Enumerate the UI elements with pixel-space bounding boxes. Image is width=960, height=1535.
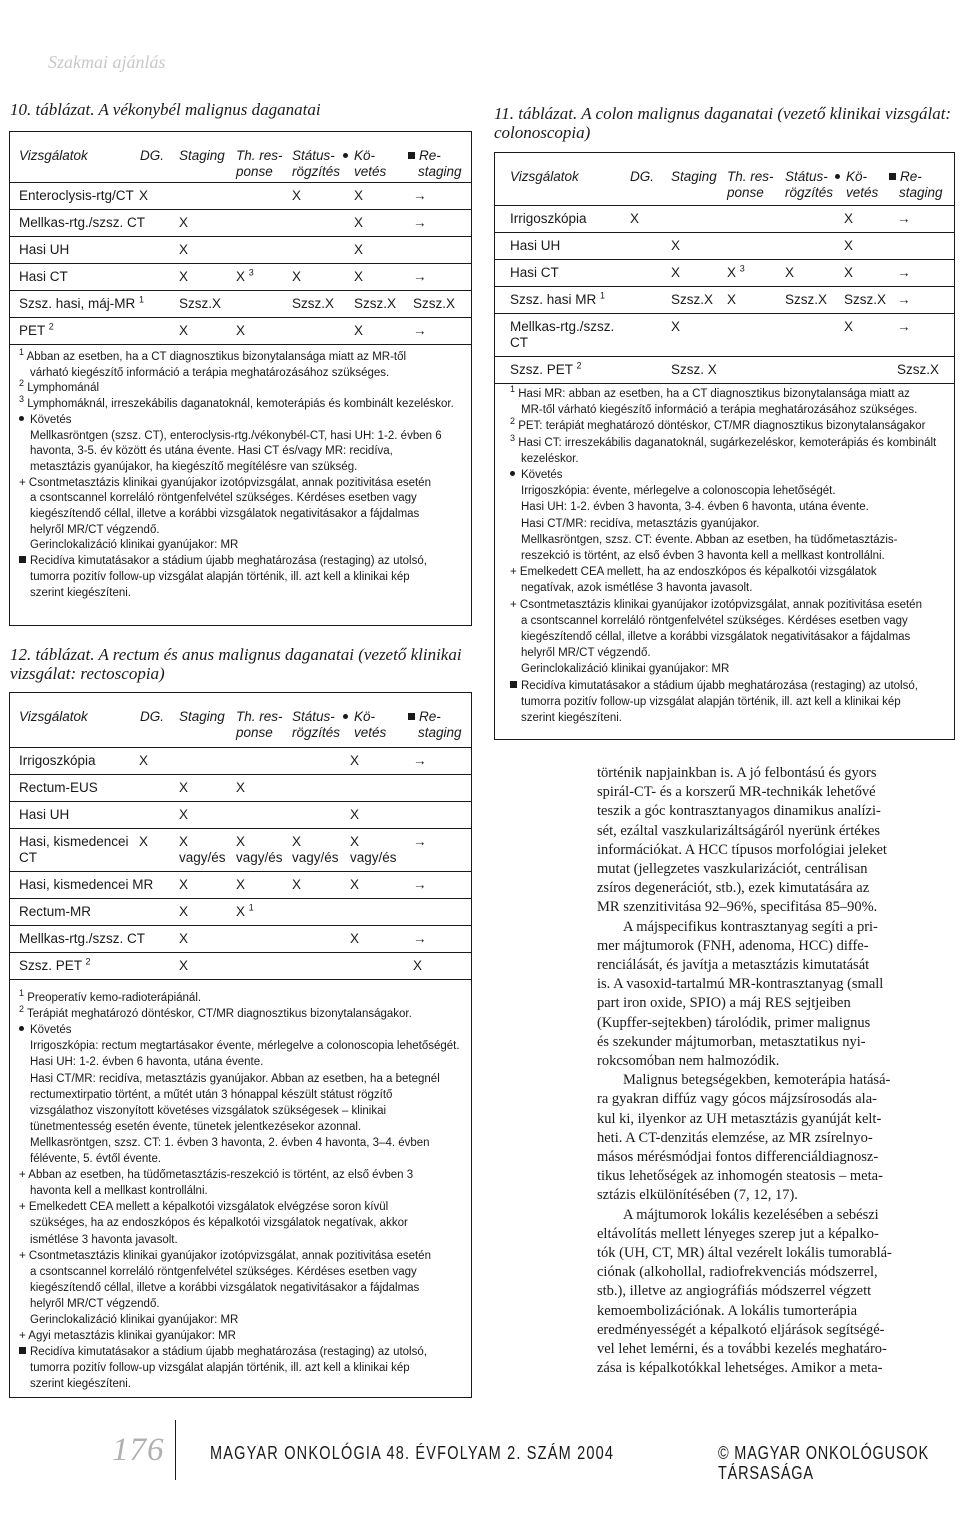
col-staging: Staging	[179, 709, 225, 724]
body-line: eredményességét a képalkotó eljárások segítségé-	[597, 1321, 885, 1338]
bullet-icon	[19, 416, 24, 421]
body-line: kemoembolizációnak. A lokális tumorterápia	[597, 1302, 858, 1319]
table-cell: X	[354, 323, 364, 338]
table-note: félévente, 5. évtől évente.	[30, 1153, 162, 1165]
body-line: zása is képalkotókkal lehetséges. Amikor a meta-	[597, 1360, 883, 1377]
table-cell: X	[350, 807, 360, 822]
row-label: Hasi UH	[19, 242, 70, 257]
row-label: Hasi CT	[510, 265, 559, 280]
table-cell: X	[179, 269, 189, 284]
body-line: sztázis elkülönítésében (7, 12, 17).	[597, 1187, 798, 1204]
row-label: Mellkas-rtg./szsz. CT	[19, 931, 146, 946]
body-line: és szekunder májtumorban, metasztatikus nyi-	[597, 1033, 866, 1050]
table-note: kiegészítendő céllal, illetve a korábbi vizsgálatok negativitásakor a fájdalmas	[521, 631, 911, 643]
bullet-icon	[510, 471, 515, 476]
table-row-divider	[10, 290, 471, 291]
col-dg: DG.	[140, 709, 165, 724]
body-line: MR szenzitivitása 92–96%, specifitása 85–90%.	[597, 899, 878, 916]
table-cell: X	[236, 877, 246, 892]
row-label: Szsz. PET $^2$	[510, 360, 582, 377]
table-cell: X	[179, 242, 189, 257]
table-cell: Szsz.X	[785, 292, 828, 307]
row-label: Irrigoszkópia	[19, 753, 96, 768]
section-header: Szakmai ajánlás	[48, 52, 166, 72]
table-row-divider	[10, 344, 471, 345]
table-note: a csontscannel korreláló röntgenfelvétel szükséges. Kérdéses esetben vagy	[521, 614, 908, 627]
table-note: Hasi UH: 1-2. évben 3 havonta, 3-4. évben 6 havonta, utána évente.	[521, 501, 869, 514]
col-response-1: Th. res-	[727, 169, 774, 184]
table-cell: X	[179, 807, 189, 822]
arrow-icon: →	[413, 834, 427, 849]
table-cell: X	[350, 877, 360, 892]
row-label-2: CT	[19, 850, 37, 865]
table-cell: X	[350, 834, 360, 849]
col-response-2: ponse	[236, 164, 273, 179]
copyright: © MAGYAR ONKOLÓGUSOK TÁRSASÁGA	[718, 1444, 929, 1484]
table-cell: X	[292, 188, 302, 203]
table-cell: vagy/és	[236, 850, 283, 865]
table-note: $^2$ Lymphománál	[19, 378, 100, 395]
arrow-icon: →	[413, 269, 427, 284]
row-label: Mellkas-rtg./szsz.	[510, 319, 615, 334]
col-vizsgalatok: Vizsgálatok	[19, 148, 88, 163]
table-cell: Szsz.X	[897, 362, 940, 377]
table-note: $^1$ Hasi MR: abban az esetben, ha a CT diagnosztikus bizonytalansága miatt az	[510, 384, 910, 400]
table-cell: X	[671, 319, 681, 334]
table-note: Hasi CT/MR: recidíva, metasztázis gyanújakor. Abban az esetben, ha a betegnél	[30, 1072, 440, 1085]
table-row-divider	[10, 871, 471, 872]
col-status-1: Státus-	[292, 709, 335, 724]
col-followup-2: vetés	[354, 164, 387, 179]
table-row-divider	[10, 747, 471, 748]
table-note: Gerinclokalizáció klinikai gyanújakor: MR	[30, 539, 239, 552]
table-note: szükséges, ha az endoszkópos és képalkotói vizsgálatok negatívak, akkor	[30, 1217, 408, 1230]
table-note: vizsgálathoz viszonyított követéses vizsgálatok szükségesek – klinikai	[30, 1104, 387, 1117]
table-cell: vagy/és	[292, 850, 339, 865]
table-note: MR-től várható kiegészítő információ a terápia meghatározásához szükséges.	[521, 404, 918, 417]
body-line: kul ki, ilyenkor az UH metasztázis gyanúját kelt-	[597, 1110, 882, 1127]
table-cell: Szsz.X	[179, 296, 222, 311]
table-11-caption-2: colonoscopia)	[494, 123, 591, 142]
table-note: Hasi UH: 1-2. évben 6 havonta, utána évente.	[30, 1056, 264, 1069]
body-line: (Kupffer-sejtekben) tárolódik, primer malignus	[597, 1014, 871, 1031]
col-restaging-2: staging	[418, 164, 462, 179]
col-response-1: Th. res-	[236, 709, 283, 724]
table-cell: X	[179, 834, 189, 849]
table-cell: X	[844, 265, 854, 280]
table-note: Követés	[510, 468, 563, 483]
table-note: várható kiegészítő információ a terápia meghatározásához szükséges.	[30, 366, 390, 379]
table-10	[9, 131, 472, 626]
table-cell: X	[785, 265, 795, 280]
col-response-2: ponse	[236, 725, 273, 740]
table-note: Recidíva kimutatásakor a stádium újabb meghatározása (restaging) az utolsó,	[19, 1345, 427, 1360]
table-row-divider	[10, 774, 471, 775]
table-note: $^1$ Abban az esetben, ha a CT diagnosztikus bizonytalansága miatt az MR-től	[19, 347, 407, 363]
body-line: mutat (jellegzetes vaszkularizációt, centrálisan	[597, 861, 868, 878]
body-line: part iron oxide, SPIO) a máj RES sejtjeiben	[597, 995, 851, 1012]
table-cell: X	[844, 238, 854, 253]
table-note: rectumextirpatio történt, a műtét után 3 hónappal készült státust rögzítő	[30, 1088, 393, 1101]
col-status-2: rögzítés	[292, 725, 341, 740]
table-cell: X	[179, 877, 189, 892]
table-note: reszekció is történt, az első évben 3 havonta kell a mellkast kontrollálni.	[521, 550, 885, 562]
col-followup-1: Kö-	[835, 169, 867, 185]
bullet-icon	[835, 174, 840, 179]
body-line: heti. A CT-denzitás elemzése, az MR zsírelnyo-	[597, 1129, 873, 1146]
bullet-icon	[343, 153, 348, 158]
table-cell: X	[354, 242, 364, 257]
table-row-divider	[495, 313, 954, 314]
row-label: Hasi UH	[19, 807, 70, 822]
table-note: helyről MR/CT végzendő.	[521, 647, 651, 660]
col-restaging-2: staging	[418, 725, 462, 740]
body-line: másos mérésmódjai fontos differenciáldiagnosz-	[597, 1149, 879, 1166]
table-note: tumorra pozitív follow-up vizsgálat alapján történik, ill. azt kell a klinikai kép	[30, 1362, 410, 1375]
col-response-2: ponse	[727, 185, 764, 200]
table-cell: X	[179, 931, 189, 946]
table-cell: X	[844, 211, 854, 226]
table-cell: Szsz.X	[354, 296, 397, 311]
table-row-divider	[10, 263, 471, 264]
table-12-caption-2: vizsgálat: rectoscopia)	[10, 664, 165, 683]
table-row-divider	[495, 205, 954, 206]
article-body	[597, 764, 959, 1379]
table-cell: X	[179, 780, 189, 795]
row-label: Enteroclysis-rtg/CT	[19, 188, 134, 203]
col-status-2: rögzítés	[785, 185, 834, 200]
table-note: tünetmentesség esetén évente, tünetek jelentkezésekor azonnal.	[30, 1120, 362, 1133]
arrow-icon: →	[897, 319, 911, 334]
table-row-divider	[495, 259, 954, 260]
col-staging: Staging	[671, 169, 717, 184]
col-staging: Staging	[179, 148, 225, 163]
body-line: A májspecifikus kontrasztanyag segíti a pri-	[623, 918, 878, 935]
table-note: helyről MR/CT végzendő.	[30, 1297, 160, 1310]
table-note: Mellkasröntgen (szsz. CT), enteroclysis-rtg./vékonybél-CT, hasi UH: 1-2. évben 6	[30, 429, 442, 442]
table-note: + Csontmetasztázis klinikai gyanújakor izotópvizsgálat, annak pozitivitása esetén	[510, 598, 922, 611]
table-cell: X	[179, 323, 189, 338]
col-vizsgalatok: Vizsgálatok	[19, 709, 88, 724]
arrow-icon: →	[413, 877, 427, 892]
table-row-divider	[10, 925, 471, 926]
table-row-divider	[10, 317, 471, 318]
table-row-divider	[10, 952, 471, 953]
body-line: eltávolítás mellett lényeges szerep jut a képalko-	[597, 1225, 879, 1242]
col-restaging-2: staging	[899, 185, 943, 200]
table-11-caption-1: 11. táblázat. A colon malignus daganatai (vezető klinikai vizsgálat:	[494, 104, 952, 123]
body-line: Malignus betegségekben, kemoterápia hatásá-	[623, 1072, 891, 1089]
table-note: szerint kiegészíteni.	[30, 586, 131, 599]
table-note: + Csontmetasztázis klinikai gyanújakor izotópvizsgálat, annak pozitivitása esetén	[19, 1249, 431, 1262]
table-10-caption: 10. táblázat. A vékonybél malignus daganatai	[10, 100, 321, 119]
table-note: Mellkasröntgen, szsz. CT: évente. Abban az esetben, ha tüdőmetasztázis-	[521, 533, 898, 546]
col-followup-1: Kö-	[343, 148, 375, 164]
table-cell: X	[139, 834, 149, 849]
table-cell: X	[630, 211, 640, 226]
table-note: negatívak, azok ismétlése 3 havonta javasolt.	[521, 582, 753, 595]
table-cell: X $^3$	[236, 267, 254, 284]
col-followup-2: vetés	[846, 185, 879, 200]
table-cell: Szsz.X	[671, 292, 714, 307]
body-line: vel lehet lemérni, és a további kezelés meghatáro-	[597, 1341, 887, 1358]
table-cell: vagy/és	[350, 850, 397, 865]
col-status-2: rögzítés	[292, 164, 341, 179]
table-cell: X $^1$	[236, 902, 254, 919]
col-followup-2: vetés	[354, 725, 387, 740]
body-line: stb.), illetve az angiográfiás módszerrel végzett	[597, 1283, 872, 1300]
col-restaging-1: Re-	[408, 709, 441, 725]
table-cell: Szsz.X	[413, 296, 456, 311]
table-row-divider	[10, 182, 471, 183]
table-cell: Szsz.X	[292, 296, 335, 311]
square-icon	[19, 556, 26, 563]
table-cell: X $^3$	[727, 263, 745, 280]
square-icon	[510, 681, 517, 688]
row-label: Rectum-MR	[19, 904, 92, 919]
table-row-divider	[10, 979, 471, 980]
table-note: ismétlése 3 havonta javasolt.	[30, 1233, 178, 1246]
table-note: a csontscannel korreláló röntgenfelvétel szükséges. Kérdéses esetben vagy	[30, 492, 417, 505]
body-line: tók (UH, CT, MR) által vezérelt lokális tumorablá-	[597, 1245, 892, 1262]
row-label: Irrigoszkópia	[510, 211, 587, 226]
table-row-divider	[10, 828, 471, 829]
row-label: Szsz. PET $^2$	[19, 956, 91, 973]
table-note: kiegészítendő céllal, illetve a korábbi vizsgálatok negativitásakor a fájdalmas	[30, 1281, 420, 1294]
body-line: információkat. A HCC típusos morfológiai jeleket	[597, 841, 887, 858]
body-line: sét, ezáltal vaszkularizáltságáról nyerünk értékes	[597, 822, 881, 839]
table-cell: X	[292, 269, 302, 284]
table-cell: X	[413, 958, 423, 973]
col-vizsgalatok: Vizsgálatok	[510, 169, 579, 184]
table-11	[494, 152, 955, 740]
table-cell: X	[179, 958, 189, 973]
table-note: metasztázis gyanújakor, ha kiegészítő megítélésre van szükség.	[30, 460, 358, 473]
arrow-icon: →	[413, 323, 427, 338]
table-note: + Abban az esetben, ha tüdőmetasztázis-reszekció is történt, az első évben 3	[19, 1169, 414, 1182]
body-line: is. A vasoxid-tartalmú MR-kontrasztanyag (small	[597, 976, 884, 993]
table-note: Irrigoszkópia: évente, mérlegelve a colonoscopia lehetőségét.	[521, 485, 836, 498]
table-note: tumorra pozitív follow-up vizsgálat alapján történik, ill. azt kell a klinikai kép	[30, 570, 410, 583]
table-row-divider	[495, 356, 954, 357]
table-cell: X	[354, 269, 364, 284]
bullet-icon	[343, 714, 348, 719]
table-cell: X	[139, 753, 149, 768]
table-cell: X	[139, 188, 149, 203]
square-icon	[408, 713, 415, 720]
body-line: történik napjainkban is. A jó felbontású és gyors	[597, 765, 877, 781]
table-row-divider	[10, 209, 471, 210]
arrow-icon: →	[413, 931, 427, 946]
table-cell: X	[671, 238, 681, 253]
table-cell: X	[292, 834, 302, 849]
table-cell: X	[350, 931, 360, 946]
table-cell: Szsz.X	[844, 292, 887, 307]
col-status-1: Státus-	[292, 148, 335, 163]
body-line: teszik a góc kontrasztanyagos dinamikus analízi-	[597, 803, 881, 820]
table-row-divider	[10, 898, 471, 899]
table-note: havonta, 3-5. év között és utána évente. Hasi CT és/vagy MR: recidíva,	[30, 445, 393, 458]
table-note: Recidíva kimutatásakor a stádium újabb meghatározása (restaging) az utolsó,	[510, 679, 918, 694]
table-note: Gerinclokalizáció klinikai gyanújakor: MR	[30, 1314, 239, 1326]
row-label: Hasi UH	[510, 238, 561, 253]
body-line: mer májtumorok (FNH, adenoma, HCC) diffe-	[597, 937, 869, 954]
table-cell: X	[236, 323, 246, 338]
table-note: Irrigoszkópia: rectum megtartásakor évente, mérlegelve a colonoscopia lehetőségét.	[30, 1040, 460, 1053]
table-cell: Szsz. X	[671, 362, 717, 377]
col-dg: DG.	[140, 148, 165, 163]
table-row-divider	[10, 236, 471, 237]
arrow-icon: →	[413, 753, 427, 768]
journal-info: MAGYAR ONKOLÓGIA 48. ÉVFOLYAM 2. SZÁM 2004	[210, 1444, 615, 1464]
body-line: tikus lehetőségek az inhomogén steatosis – meta-	[597, 1168, 883, 1185]
table-note: Követés	[19, 413, 72, 428]
col-followup-1: Kö-	[343, 709, 375, 725]
table-note: $^1$ Preoperatív kemo-radioterápiánál.	[19, 988, 202, 1004]
table-cell: X	[354, 188, 364, 203]
footer-divider	[175, 1420, 176, 1480]
col-response-1: Th. res-	[236, 148, 283, 163]
table-cell: X	[671, 265, 681, 280]
table-note: + Csontmetasztázis klinikai gyanújakor izotópvizsgálat, annak pozitivitása esetén	[19, 476, 431, 489]
table-note: helyről MR/CT végzendő.	[30, 523, 160, 536]
table-note: Mellkasröntgen, szsz. CT: 1. évben 3 havonta, 2. évben 4 havonta, 3–4. évben	[30, 1136, 430, 1149]
row-label-2: CT	[510, 335, 528, 350]
page-number: 176	[112, 1432, 165, 1468]
table-row-divider	[495, 286, 954, 287]
table-note: + Agyi metasztázis klinikai gyanújakor: MR	[19, 1330, 236, 1343]
table-note: Követés	[19, 1023, 72, 1038]
table-12-caption-1: 12. táblázat. A rectum és anus malignus daganatai (vezető klinikai	[10, 645, 462, 664]
table-cell: X	[179, 215, 189, 230]
table-note: $^2$ Terápiát meghatározó döntéskor, CT/MR diagnosztikus bizonytalanságakor.	[19, 1004, 412, 1021]
table-note: $^2$ PET: terápiát meghatározó döntéskor, CT/MR diagnosztikus bizonytalanságakor	[510, 416, 926, 433]
row-label: PET $^2$	[19, 321, 54, 338]
table-cell: X	[354, 215, 364, 230]
table-cell: X	[844, 319, 854, 334]
table-cell: X	[236, 780, 246, 795]
row-label: Hasi, kismedencei MR	[19, 877, 154, 892]
body-line: rokcsomóban nem halmozódik.	[597, 1053, 780, 1070]
table-note: havonta kell a mellkast kontrollálni.	[30, 1185, 208, 1198]
col-status-1: Státus-	[785, 169, 828, 184]
body-line: renciálását, és javítja a metasztázis kimutatását	[597, 957, 870, 974]
table-note: szerint kiegészíteni.	[30, 1378, 131, 1391]
table-note: kezeléskor.	[521, 452, 579, 465]
table-note: $^3$ Hasi CT: irreszekábilis daganatoknál, sugárkezeléskor, kemoterápiás és kombinált	[510, 432, 937, 449]
table-row-divider	[495, 383, 954, 384]
table-note: a csontscannel korreláló röntgenfelvétel szükséges. Kérdéses esetben vagy	[30, 1265, 417, 1278]
table-note: Hasi CT/MR: recidíva, metasztázis gyanújakor.	[521, 517, 760, 530]
body-line: ra gyakran diffúz vagy gócos májzsírosodás ala-	[597, 1091, 877, 1108]
square-icon	[889, 173, 896, 180]
table-note: tumorra pozitív follow-up vizsgálat alapján történik, ill. azt kell a klinikai kép	[521, 695, 901, 708]
table-cell: X	[236, 834, 246, 849]
body-line: zsíros degenerációt, stb.), ezek kimutatására az	[597, 880, 870, 897]
table-row-divider	[10, 801, 471, 802]
table-note: + Emelkedett CEA mellett, ha az endoszkópos és képalkotói vizsgálatok	[510, 566, 877, 579]
row-label: Szsz. hasi MR $^1$	[510, 290, 606, 307]
table-note: $^3$ Lymphomáknál, irreszekábilis daganatoknál, kemoterápiás és kombinált kezeléskor.	[19, 394, 454, 411]
col-dg: DG.	[630, 169, 655, 184]
square-icon	[408, 152, 415, 159]
col-restaging-1: Re-	[889, 169, 922, 185]
row-label: Mellkas-rtg./szsz. CT	[19, 215, 146, 230]
table-12	[9, 692, 472, 1398]
arrow-icon: →	[897, 292, 911, 307]
table-note: Gerinclokalizáció klinikai gyanújakor: MR	[521, 663, 730, 676]
row-label: Szsz. hasi, máj-MR $^1$	[19, 294, 145, 311]
bullet-icon	[19, 1026, 24, 1031]
row-label: Rectum-EUS	[19, 780, 98, 795]
table-note: + Emelkedett CEA mellett a képalkotói vizsgálatok elvégzése soron kívül	[19, 1201, 389, 1214]
body-line: A májtumorok lokális kezelésében a sebészi	[623, 1206, 879, 1223]
arrow-icon: →	[897, 211, 911, 226]
table-cell: X	[292, 877, 302, 892]
body-line: ciónak (alkohollal, radiofrekvenciás módszerrel,	[597, 1264, 878, 1281]
table-cell: X	[350, 753, 360, 768]
row-label: Hasi CT	[19, 269, 68, 284]
table-cell: vagy/és	[179, 850, 226, 865]
row-label: Hasi, kismedencei	[19, 834, 129, 849]
square-icon	[19, 1347, 26, 1354]
table-cell: X	[179, 904, 189, 919]
table-note: Recidíva kimutatásakor a stádium újabb meghatározása (restaging) az utolsó,	[19, 554, 427, 569]
arrow-icon: →	[897, 265, 911, 280]
table-note: kiegészítendő céllal, illetve a korábbi vizsgálatok negativitásakor a fájdalmas	[30, 508, 420, 520]
table-cell: X	[727, 292, 737, 307]
table-row-divider	[495, 232, 954, 233]
table-note: szerint kiegészíteni.	[521, 712, 622, 724]
col-restaging-1: Re-	[408, 148, 441, 164]
arrow-icon: →	[413, 215, 427, 230]
arrow-icon: →	[413, 188, 427, 203]
body-line: spirál-CT- és a korszerű MR-technikák lehetővé	[597, 784, 876, 801]
